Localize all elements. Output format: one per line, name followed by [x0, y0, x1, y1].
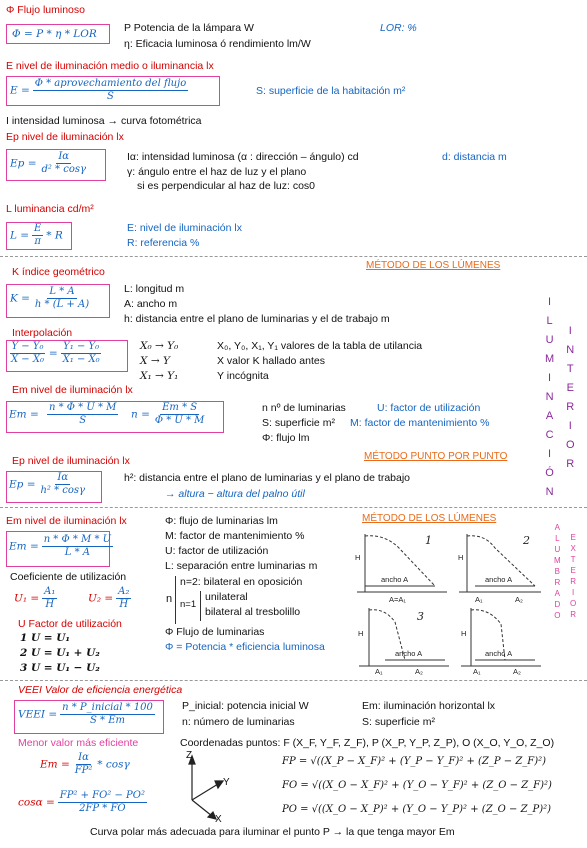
vertical-letter: I	[572, 588, 575, 597]
vertical-exterior	[570, 532, 576, 620]
diag-num-1: 1	[425, 534, 432, 547]
diag-a2-4: A₂	[513, 667, 521, 676]
frac-den: FP²	[74, 765, 93, 776]
diag-aeq: A=A₁	[389, 595, 406, 604]
frac-num: L * A	[49, 286, 75, 297]
ep-eq	[10, 151, 88, 176]
eq-frac	[153, 402, 207, 427]
iluminancia-title: E nivel de iluminación medio o iluminancia lx	[6, 60, 214, 72]
curva-polar-line: Curva polar más adecuada para iluminar el punto P → la que tenga mayor Em	[90, 826, 455, 838]
veei-title: VEEI Valor de eficiencia energética	[18, 684, 183, 696]
frac-num: n * P_inicial * 100	[62, 702, 153, 713]
vertical-letter: C	[545, 429, 554, 441]
eq-rest: * R	[46, 229, 63, 242]
frac-den: π	[34, 236, 41, 247]
intensidad-title: I intensidad luminosa → curva fotométrica	[6, 115, 202, 127]
vertical-alumbrado	[554, 522, 561, 621]
distancia-line: d: distancia m	[442, 151, 507, 163]
coef-title: Coeficiente de utilización	[10, 571, 127, 583]
vertical-letter: I	[548, 372, 552, 384]
n1-unilateral: unilateral	[205, 591, 248, 603]
eq-lhs: Em =	[40, 758, 70, 771]
eq-lhs: U₁ =	[14, 592, 40, 605]
vertical-letter: E	[570, 566, 576, 575]
interpolacion-title: Interpolación	[12, 327, 73, 339]
diag-num-3: 3	[417, 610, 424, 623]
map-desc-3: Y incógnita	[217, 370, 269, 382]
vertical-letter: I	[568, 325, 572, 337]
eq-frac	[32, 223, 43, 248]
frac-den: h * (L + A)	[34, 299, 90, 310]
h-line: h: distancia entre el plano de luminarias y el de trabajo m	[124, 313, 390, 325]
frac-den: L * A	[64, 547, 90, 558]
frac-num: Y₁ − Y₀	[63, 341, 100, 352]
n-line: n nº de luminarias	[262, 402, 346, 414]
frac-den: h² * cosγ	[40, 485, 85, 496]
vertical-letter: T	[570, 555, 576, 564]
ext-m-line: M: factor de mantenimiento %	[165, 530, 305, 542]
ep2-eq	[9, 472, 87, 497]
uf-title: U Factor de utilización	[18, 618, 122, 630]
eq-frac-right	[61, 341, 102, 366]
k-eq	[10, 286, 91, 311]
coordenadas-line: Coordenadas puntos: F (X_F, Y_F, Z_F), P (X_P, Y_P, Z_P), O (X_O, Y_O, Z_O)	[180, 737, 555, 749]
ext-l-line: L: separación entre luminarias m	[165, 560, 318, 572]
menor-valor-line: Menor valor más eficiente	[18, 737, 139, 749]
eq-lhs: U₂ =	[88, 592, 114, 605]
uf-row-2: 2 U = U₁ + U₂	[20, 647, 100, 659]
vertical-letter: A	[554, 523, 560, 532]
iluminancia-eq	[10, 78, 188, 103]
po-eq: PO = √((X_O − X_P)² + (Y_O − Y_P)² + (Z_O − Z_P)²)	[282, 804, 552, 815]
eq-frac	[38, 472, 87, 497]
vertical-letter: D	[554, 600, 561, 609]
longitud-line: L: longitud m	[124, 283, 185, 295]
frac-den: S * Em	[90, 715, 126, 726]
luminancia-title: L luminancia cd/m²	[6, 203, 94, 215]
vertical-letter: B	[554, 567, 560, 576]
vertical-letter: M	[554, 556, 561, 565]
u1-eq	[14, 586, 57, 611]
frac-den: Φ * U * M	[154, 415, 205, 426]
vertical-letter: R	[554, 578, 561, 587]
diag-a2-3: A₂	[415, 667, 423, 676]
vertical-letter: T	[566, 363, 574, 375]
diag-ancho-4: ancho A	[485, 649, 513, 658]
frac-den: S	[107, 91, 114, 102]
vertical-iluminacion	[545, 293, 554, 502]
fo-eq: FO = √((X_O − X_F)² + (Y_O − Y_F)² + (Z_O − Z_F)²)	[282, 780, 552, 791]
n1-label: n=1	[180, 599, 197, 610]
vertical-letter: U	[554, 545, 561, 554]
u-line: U: factor de utilización	[377, 402, 481, 414]
frac-num: Em * S	[162, 402, 198, 413]
eq-frac-left	[9, 341, 46, 366]
map-row-3: X₁ → Y₁	[140, 370, 179, 382]
interp-eq	[9, 341, 102, 366]
fp-eq: FP = √((X_P − X_F)² + (Y_P − Y_F)² + (Z_P − Z_F)²)	[282, 756, 547, 767]
diag-ancho-1: ancho A	[381, 575, 409, 584]
vertical-letter: O	[570, 599, 577, 608]
diag-ancho-2: ancho A	[485, 575, 513, 584]
separator	[0, 256, 587, 257]
ep2-title: Ep nivel de iluminación lx	[12, 455, 130, 467]
diag-num-2: 2	[523, 534, 530, 547]
vertical-letter: R	[566, 458, 575, 470]
n1-tresbolillo: bilateral al tresbolillo	[205, 606, 301, 618]
cos-eq	[18, 790, 147, 815]
eq-lhs: Em =	[9, 540, 39, 553]
eq-frac	[42, 586, 57, 611]
frac-num: A₁	[44, 586, 56, 597]
vertical-letter: L	[555, 534, 560, 543]
diag-h-3: H	[358, 629, 364, 638]
flujo-luminoso-title: Φ Flujo luminoso	[6, 4, 85, 16]
eq-lhs: L =	[10, 229, 30, 242]
veei-eq	[18, 702, 155, 727]
frac-num: Y − Y₀	[11, 341, 44, 352]
diag-h-2: H	[458, 553, 464, 562]
eq-lhs: E =	[10, 84, 30, 97]
ext-u-line: U: factor de utilización	[165, 545, 269, 557]
gamma-line: γ: ángulo entre el haz de luz y el plano	[127, 166, 307, 178]
frac-num: Iα	[58, 151, 70, 162]
eq-frac	[58, 790, 147, 815]
eq-lhs: cosα =	[18, 796, 55, 809]
diag-a1-4: A₁	[473, 667, 481, 676]
metodo-punto-label: MÉTODO PUNTO POR PUNTO	[364, 451, 508, 462]
em-polar-eq	[40, 752, 130, 777]
frac-num: n * Φ * M * U	[43, 534, 112, 545]
eq-frac	[33, 286, 91, 311]
ext-metodo-lumenes-label: MÉTODO DE LOS LÚMENES	[362, 513, 497, 524]
lumenes-diagrams	[355, 528, 545, 676]
eq-frac	[42, 534, 113, 559]
uf-row-3: 3 U = U₁ − U₂	[20, 662, 100, 674]
r-line: R: referencia %	[127, 237, 200, 249]
ancho-line: A: ancho m	[124, 298, 178, 310]
frac-den: H	[45, 599, 55, 610]
u2-eq	[88, 586, 131, 611]
lor-line: LOR: %	[380, 22, 417, 34]
uf-row-1: 1 U = U₁	[20, 632, 70, 644]
frac-den: S	[79, 415, 87, 426]
ia-line: Iα: intensidad luminosa (α : dirección – ángulo) cd	[127, 151, 359, 163]
n-eq	[131, 402, 206, 427]
axis-x-label: X	[215, 814, 222, 823]
vertical-letter: N	[545, 391, 554, 403]
vertical-letter: U	[545, 334, 554, 346]
ext-em-eq	[9, 534, 113, 559]
eq-frac	[60, 702, 155, 727]
n1-brace	[200, 591, 201, 621]
eq-lhs: Ep =	[9, 478, 36, 491]
vertical-letter: N	[545, 486, 554, 498]
eq-lhs: Ep =	[10, 157, 37, 170]
em-eq	[9, 402, 124, 427]
frac-den: d² * cosγ	[41, 164, 86, 175]
eq-equals: =	[48, 347, 58, 360]
m-line: M: factor de mantenimiento %	[350, 417, 490, 429]
vertical-interior	[566, 322, 575, 474]
eq-frac	[116, 586, 131, 611]
n-luminarias-line: n: número de luminarias	[182, 716, 295, 728]
n-brace	[175, 576, 176, 624]
eq-frac	[42, 402, 124, 427]
frac-den: H	[119, 599, 129, 610]
vertical-letter: I	[548, 448, 552, 460]
frac-num: Φ * aprovechamiento del flujo	[34, 78, 187, 89]
metodo-lumenes-label: MÉTODO DE LOS LÚMENES	[366, 260, 501, 271]
eq-rest: * cosγ	[97, 758, 130, 771]
vertical-letter: O	[566, 439, 575, 451]
superficie-line: S: superficie de la habitación m²	[256, 85, 406, 97]
diag-h-4: H	[461, 629, 467, 638]
frac-den: X₁ − X₀	[62, 354, 100, 365]
s-line: S: superficie m²	[262, 417, 335, 429]
vertical-letter: I	[568, 420, 572, 432]
map-desc-1: X₀, Y₀, X₁, Y₁ valores de la tabla de utilancia	[217, 340, 423, 352]
ext-em-title: Em nivel de iluminación lx	[6, 515, 127, 527]
potencia-eficiencia-line: Φ = Potencia * eficiencia luminosa	[165, 641, 325, 653]
separator	[0, 680, 587, 681]
s-superficie-line: S: superficie m²	[362, 716, 435, 728]
eq-lhs: Em =	[9, 408, 39, 421]
vertical-letter: R	[570, 577, 576, 586]
map-row-1: X₀ → Y₀	[140, 340, 179, 352]
vertical-letter: L	[546, 315, 553, 327]
frac-num: A₂	[118, 586, 130, 597]
vertical-letter: R	[570, 610, 576, 619]
frac-den: 2FP * FO	[79, 803, 126, 814]
ep-title: Ep nivel de iluminación lx	[6, 131, 124, 143]
potencia-line: P Potencia de la lámpara W	[124, 22, 254, 34]
vertical-letter: A	[554, 589, 560, 598]
diag-a1-3: A₁	[375, 667, 383, 676]
diag-a2-2: A₂	[515, 595, 523, 604]
vertical-letter: E	[566, 382, 574, 394]
ext-phi-line: Φ: flujo de luminarias lm	[165, 515, 278, 527]
diag-a1-2: A₁	[475, 595, 483, 604]
vertical-letter: E	[570, 533, 576, 542]
frac-num: FP² + FO² − PO²	[59, 790, 145, 801]
k-title: K índice geométrico	[12, 266, 105, 278]
eq-frac	[73, 752, 95, 777]
vertical-letter: O	[554, 611, 561, 620]
p-inicial-line: P_inicial: potencia inicial W	[182, 700, 309, 712]
map-row-2: X → Y	[140, 355, 170, 367]
vertical-letter: Ó	[545, 467, 554, 479]
eq-frac	[39, 151, 88, 176]
diag-h-1: H	[355, 553, 361, 562]
h2-line: h²: distancia entre el plano de luminarias y el plano de trabajo	[124, 472, 411, 484]
diag-ancho-3: ancho A	[395, 649, 423, 658]
em-title: Em nivel de iluminación lx	[12, 384, 133, 396]
vertical-letter: A	[545, 410, 554, 422]
axes-icon	[178, 748, 238, 823]
vertical-letter: R	[566, 401, 575, 413]
h2-line2: → altura − altura del palno útil	[165, 488, 305, 500]
vertical-letter: M	[545, 353, 555, 365]
n-label: n	[166, 593, 173, 605]
axis-z-label: Z	[186, 750, 193, 761]
gamma-line2: si es perpendicular al haz de luz: cos0	[137, 180, 316, 192]
vertical-letter: X	[570, 544, 576, 553]
separator	[0, 507, 587, 508]
flujo-eq: Φ = P * η * LOR	[12, 28, 97, 40]
e-line: E: nivel de iluminación lx	[127, 222, 242, 234]
frac-num: Iα	[78, 752, 89, 763]
eq-lhs: K =	[10, 292, 30, 305]
n2-line: n=2: bilateral en oposición	[180, 576, 303, 588]
em-horizontal-line: Em: iluminación horizontal lx	[362, 700, 496, 712]
eficacia-line: η: Eficacia luminosa ó rendimiento lm/W	[124, 38, 311, 50]
eq-lhs: VEEI =	[18, 708, 58, 721]
vertical-letter: N	[566, 344, 575, 356]
flujo-luminarias-line: Φ Flujo de luminarias	[165, 626, 265, 638]
frac-den: X − X₀	[11, 354, 44, 365]
frac-num: n * Φ * U * M	[48, 402, 117, 413]
vertical-letter: I	[548, 296, 552, 308]
axis-y-label: Y	[223, 777, 230, 788]
frac-num: E	[34, 223, 42, 234]
luminancia-eq	[10, 223, 63, 248]
phi-line: Φ: flujo lm	[262, 432, 310, 444]
map-desc-2: X valor K hallado antes	[217, 355, 325, 367]
frac-num: Iα	[57, 472, 69, 483]
eq-lhs: n =	[131, 408, 150, 421]
eq-frac	[33, 78, 188, 103]
